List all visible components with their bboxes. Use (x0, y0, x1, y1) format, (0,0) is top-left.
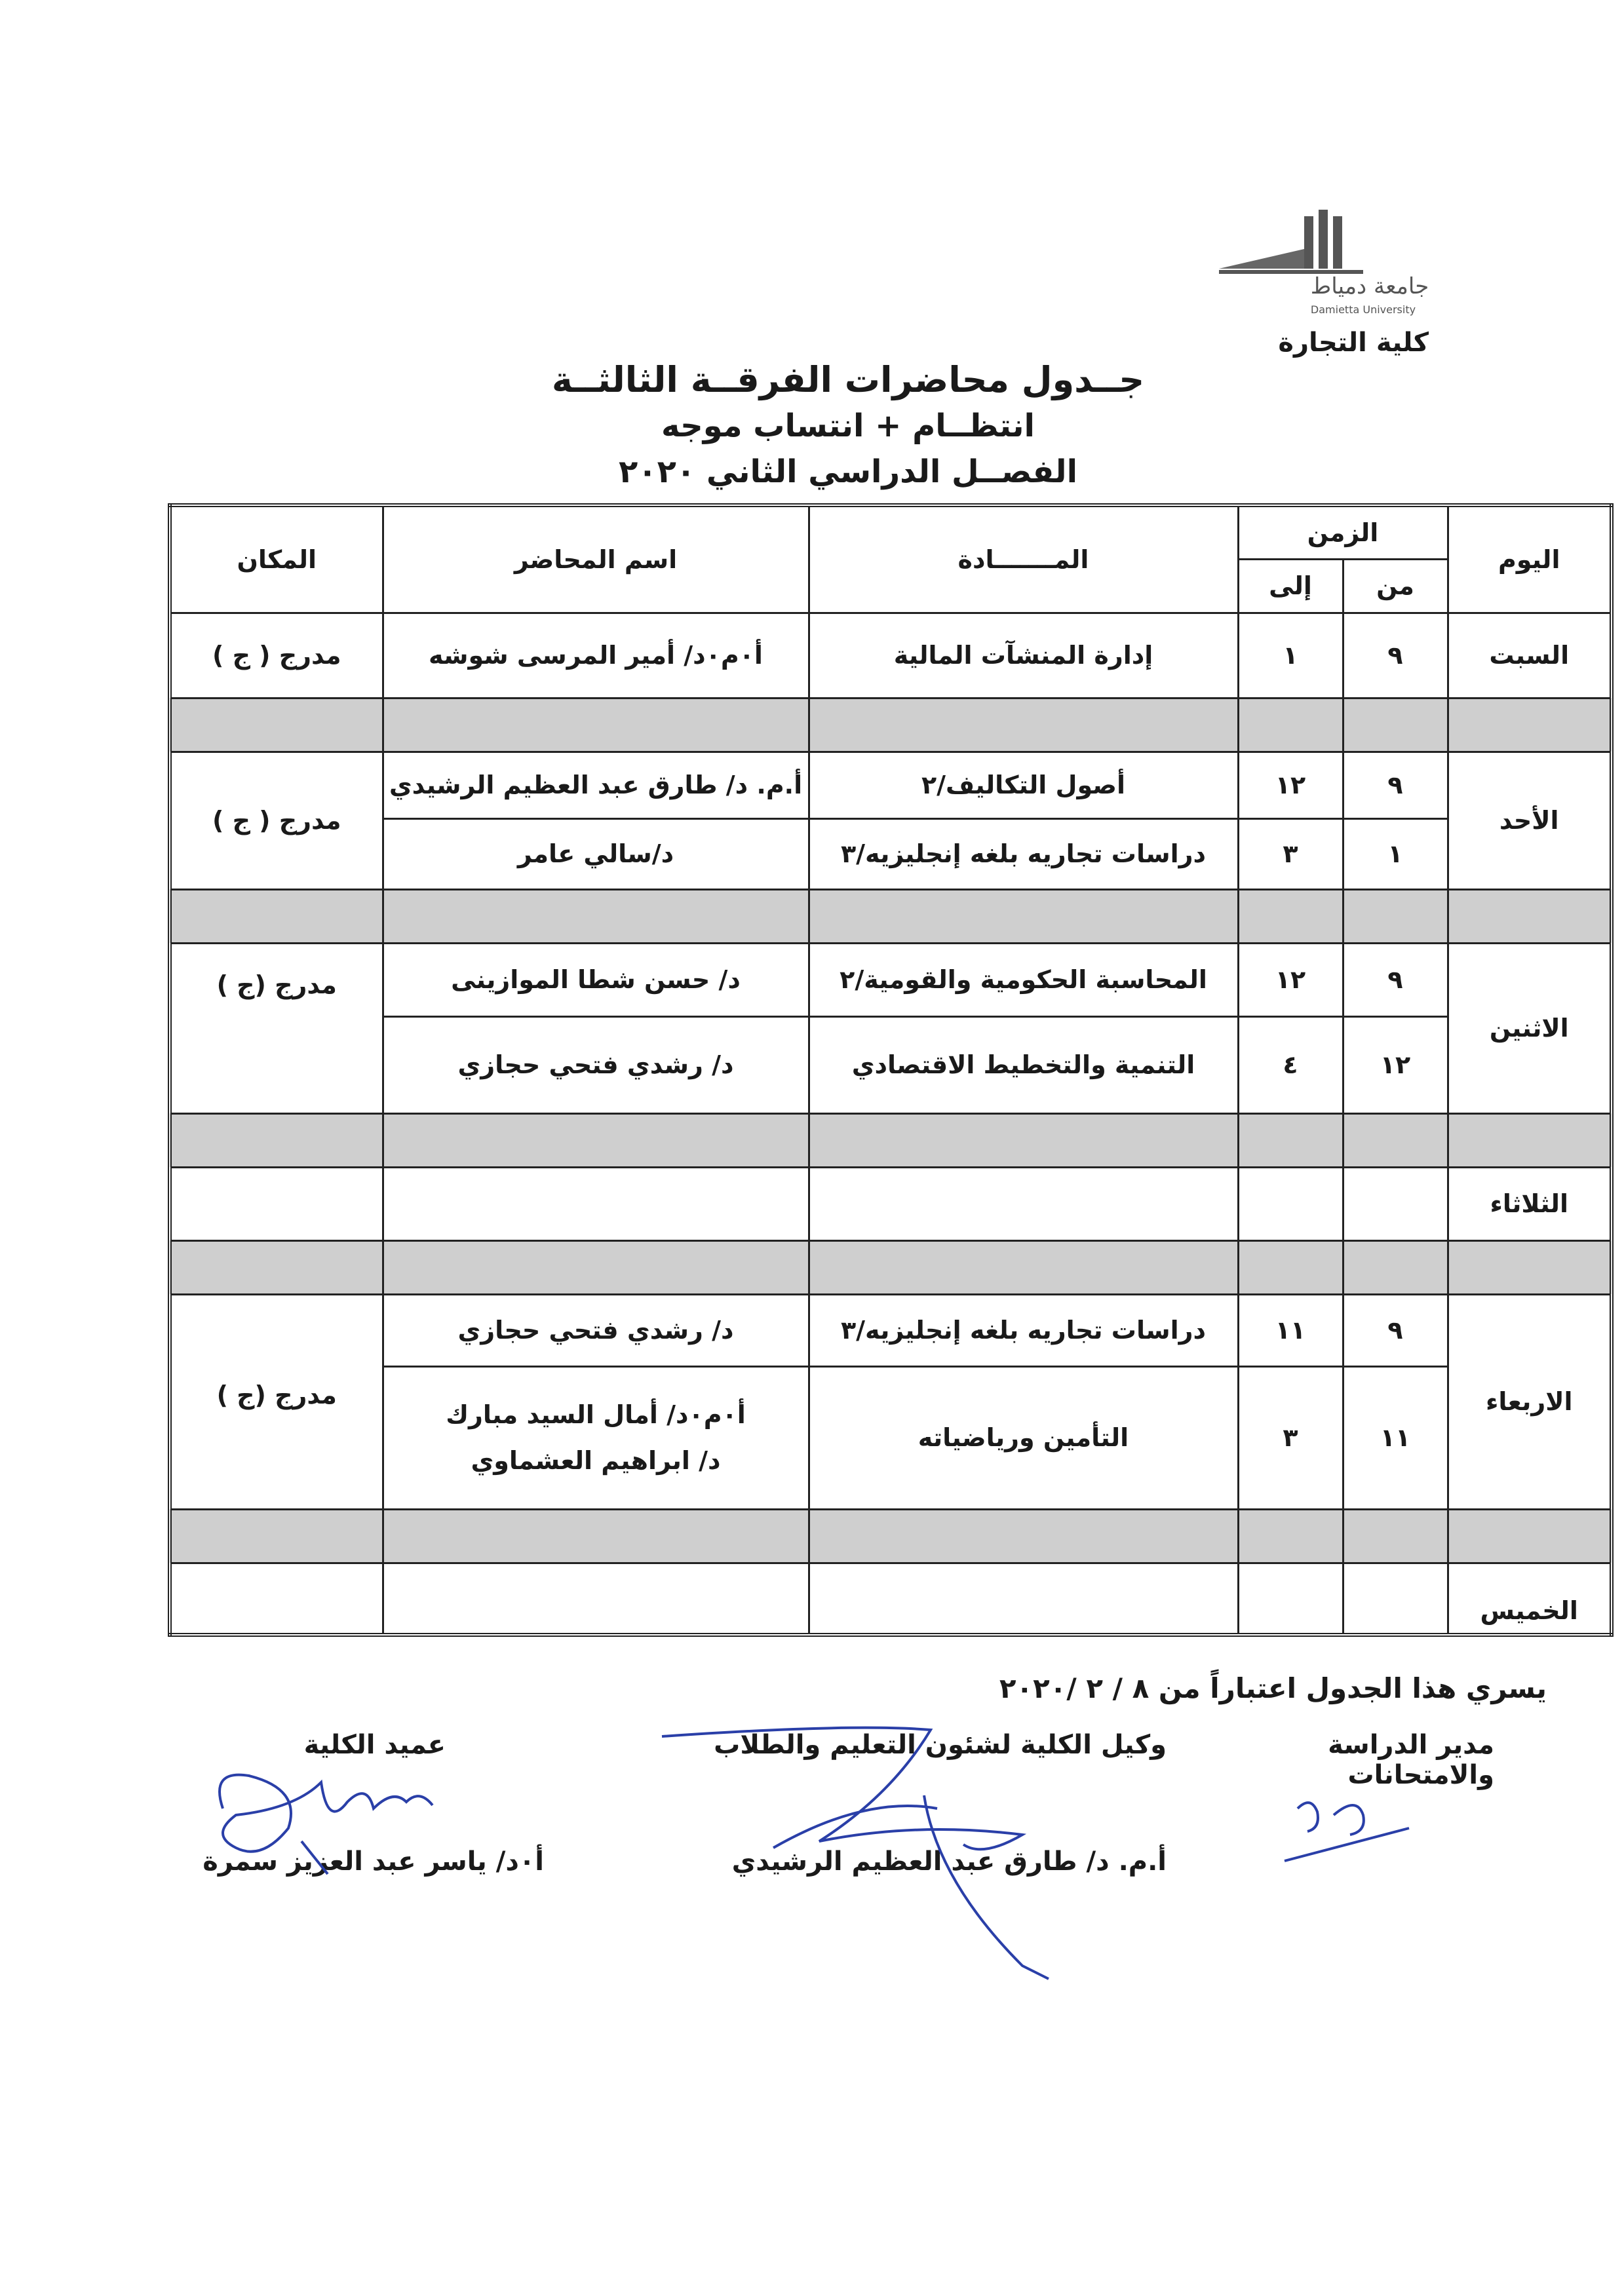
vice-dean-signature (655, 1717, 1193, 1992)
svg-text:جامعة دمياط: جامعة دمياط (1310, 273, 1429, 299)
header-row (170, 505, 1612, 559)
sunday-row-1 (170, 752, 1612, 818)
university-logo-graphic (1206, 210, 1455, 324)
effective-date-note: يسري هذا الجدول اعتباراً من ٨ / ٢ /٢٠٢٠ (999, 1672, 1547, 1704)
place: مدرج ( ج ) (170, 613, 383, 698)
sunday-row-2 (170, 818, 1612, 889)
lecturer (383, 1366, 809, 1509)
day-wednesday: الاربعاء (1448, 1294, 1612, 1509)
vice-dean-title: وكيل الكلية لشئون التعليم والطلاب (714, 1730, 1167, 1760)
schedule-table (168, 503, 1614, 1637)
svg-text:Damietta University: Damietta University (1310, 303, 1416, 316)
day-sunday: الأحد (1448, 752, 1612, 889)
thursday-row (170, 1563, 1612, 1635)
time-to: ١٢ (1238, 752, 1343, 818)
monday-row-1 (170, 943, 1612, 1016)
lecturer: أ٠م٠د/ أمير المرسى شوشه (383, 613, 809, 698)
time-to: ٤ (1238, 1016, 1343, 1113)
separator-row (170, 1509, 1612, 1563)
subject: دراسات تجاريه بلغه إنجليزيه/٣ (809, 818, 1238, 889)
place: مدرج (ج ) (170, 943, 383, 1113)
subject: التنمية والتخطيط الاقتصادي (809, 1016, 1238, 1113)
time-to: ١١ (1238, 1294, 1343, 1366)
subject: إدارة المنشآت المالية (809, 613, 1238, 698)
dean-name: أ٠د/ ياسر عبد العزيز سمرة (203, 1846, 544, 1877)
header-day: اليوم (1448, 505, 1612, 613)
separator-row (170, 1113, 1612, 1167)
time-from: ١ (1343, 818, 1448, 889)
subject: التأمين ورياضياته (809, 1366, 1238, 1509)
exams-director-signature (1271, 1769, 1429, 1874)
tuesday-row (170, 1167, 1612, 1240)
lecturer: د/ حسن شطا الموازينى (383, 943, 809, 1016)
separator-row (170, 1240, 1612, 1294)
day-monday: الاثنين (1448, 943, 1612, 1113)
time-from: ١٢ (1343, 1016, 1448, 1113)
subject: أصول التكاليف/٢ (809, 752, 1238, 818)
time-to: ١٢ (1238, 943, 1343, 1016)
separator-row (170, 889, 1612, 943)
header-to: إلى (1238, 559, 1343, 613)
dean-signature (197, 1743, 498, 1887)
day-thursday: الخميس (1448, 1563, 1612, 1635)
lecturer: د/ رشدي فتحي حجازي (383, 1294, 809, 1366)
time-to: ٣ (1238, 818, 1343, 889)
time-from: ٩ (1343, 943, 1448, 1016)
lecturer-name: أ٠م٠د/ أمال السيد مبارك (446, 1400, 746, 1429)
place: مدرج (ج ) (170, 1294, 383, 1509)
lecturer-name: د/ ابراهيم العشماوي (471, 1446, 721, 1475)
schedule-subtitle: انتظــام + انتساب موجه (661, 408, 1035, 444)
wednesday-row-1 (170, 1294, 1612, 1366)
exams-director-title: مدير الدراسة والامتحانات (1328, 1730, 1494, 1790)
header-subject: المـــــــادة (809, 505, 1238, 613)
lecturer: أ.م. د/ طارق عبد العظيم الرشيدي (383, 752, 809, 818)
time-from: ٩ (1343, 1294, 1448, 1366)
time-from: ٩ (1343, 752, 1448, 818)
saturday-row (170, 613, 1612, 698)
vice-dean-name: أ.م. د/ طارق عبد العظيم الرشيدي (731, 1846, 1167, 1877)
semester-title: الفصــل الدراسي الثاني ٢٠٢٠ (618, 453, 1078, 490)
header-lecturer: اسم المحاضر (383, 505, 809, 613)
separator-row (170, 698, 1612, 752)
header-time: الزمن (1238, 505, 1448, 559)
lecturer: د/ رشدي فتحي حجازي (383, 1016, 809, 1113)
university-logo (1206, 210, 1455, 324)
monday-row-2 (170, 1016, 1612, 1113)
time-from: ٩ (1343, 613, 1448, 698)
dean-title: عميد الكلية (303, 1730, 446, 1760)
header-from: من (1343, 559, 1448, 613)
header-place: المكان (170, 505, 383, 613)
subject: دراسات تجاريه بلغه إنجليزيه/٣ (809, 1294, 1238, 1366)
time-to: ١ (1238, 613, 1343, 698)
faculty-name: كلية التجارة (1278, 328, 1429, 358)
place: مدرج ( ج ) (170, 752, 383, 889)
wednesday-row-2 (170, 1366, 1612, 1509)
lecturer: د/سالي عامر (383, 818, 809, 889)
subject: المحاسبة الحكومية والقومية/٢ (809, 943, 1238, 1016)
day-saturday: السبت (1448, 613, 1612, 698)
day-tuesday: الثلاثاء (1448, 1167, 1612, 1240)
time-to: ٣ (1238, 1366, 1343, 1509)
time-from: ١١ (1343, 1366, 1448, 1509)
schedule-title: جــدول محاضرات الفرقــة الثالثــة (551, 359, 1145, 400)
